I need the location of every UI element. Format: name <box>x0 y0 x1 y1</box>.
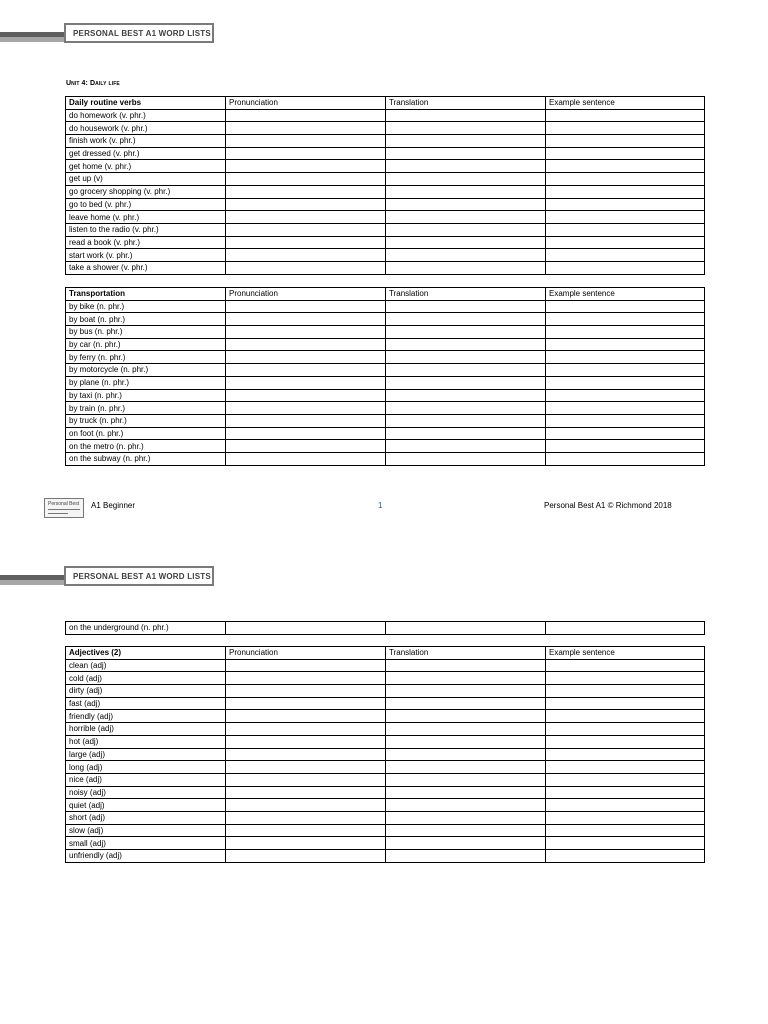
blank-cell[interactable] <box>226 672 386 685</box>
table-row <box>66 185 705 198</box>
table-row <box>66 326 705 339</box>
table-row <box>66 622 705 635</box>
blank-cell[interactable] <box>226 326 386 339</box>
blank-cell[interactable] <box>386 414 546 427</box>
table-row <box>66 440 705 453</box>
blank-cell[interactable] <box>546 402 705 415</box>
blank-cell[interactable] <box>386 109 546 122</box>
table-row <box>66 198 705 211</box>
blank-cell[interactable] <box>546 351 705 364</box>
table-row <box>66 364 705 377</box>
blank-cell[interactable] <box>386 748 546 761</box>
blank-cell[interactable] <box>386 198 546 211</box>
blank-cell[interactable] <box>226 147 386 160</box>
blank-cell[interactable] <box>386 402 546 415</box>
table-row <box>66 211 705 224</box>
blank-cell[interactable] <box>546 313 705 326</box>
blank-cell[interactable] <box>386 389 546 402</box>
column-header: Translation <box>386 288 546 301</box>
blank-cell[interactable] <box>546 799 705 812</box>
blank-cell[interactable] <box>226 249 386 262</box>
word-cell: clean (adj) <box>66 659 226 672</box>
blank-cell[interactable] <box>386 351 546 364</box>
blank-cell[interactable] <box>386 122 546 135</box>
table-row <box>66 223 705 236</box>
footer-level: A1 Beginner <box>91 501 136 510</box>
table-row <box>66 710 705 723</box>
blank-cell[interactable] <box>546 300 705 313</box>
column-header: Translation <box>386 647 546 660</box>
word-cell: quiet (adj) <box>66 799 226 812</box>
blank-cell[interactable] <box>386 173 546 186</box>
word-cell: by ferry (n. phr.) <box>66 351 226 364</box>
blank-cell[interactable] <box>546 211 705 224</box>
word-cell: get home (v. phr.) <box>66 160 226 173</box>
column-header: Example sentence <box>546 97 705 110</box>
blank-cell[interactable] <box>546 389 705 402</box>
blank-cell[interactable] <box>386 135 546 148</box>
header-title-box-page2 <box>64 566 214 586</box>
section-heading: Daily routine verbs <box>66 97 226 110</box>
blank-cell[interactable] <box>546 261 705 274</box>
column-header: Pronunciation <box>226 97 386 110</box>
blank-cell[interactable] <box>226 773 386 786</box>
table-row <box>66 147 705 160</box>
blank-cell[interactable] <box>386 364 546 377</box>
blank-cell[interactable] <box>226 338 386 351</box>
table-row <box>66 338 705 351</box>
word-cell: by bus (n. phr.) <box>66 326 226 339</box>
blank-cell[interactable] <box>546 811 705 824</box>
table-row <box>66 173 705 186</box>
blank-cell[interactable] <box>386 710 546 723</box>
table-header-row <box>66 288 705 301</box>
header-title: PERSONAL BEST A1 WORD LISTS <box>73 28 211 38</box>
header-title-box <box>64 23 214 43</box>
blank-cell[interactable] <box>546 326 705 339</box>
blank-cell[interactable] <box>226 786 386 799</box>
blank-cell[interactable] <box>226 236 386 249</box>
table-row <box>66 735 705 748</box>
word-cell: read a book (v. phr.) <box>66 236 226 249</box>
column-header: Pronunciation <box>226 288 386 301</box>
blank-cell[interactable] <box>386 799 546 812</box>
logo-text: Personal Best <box>48 501 80 507</box>
transportation-table <box>65 287 705 466</box>
blank-cell[interactable] <box>386 249 546 262</box>
blank-cell[interactable] <box>226 723 386 736</box>
blank-cell[interactable] <box>226 109 386 122</box>
blank-cell[interactable] <box>386 723 546 736</box>
blank-cell[interactable] <box>546 223 705 236</box>
word-cell: by bike (n. phr.) <box>66 300 226 313</box>
word-cell: cold (adj) <box>66 672 226 685</box>
blank-cell[interactable] <box>226 300 386 313</box>
blank-cell[interactable] <box>226 850 386 863</box>
word-cell: start work (v. phr.) <box>66 249 226 262</box>
unit-title: Unit 4: Daily life <box>66 80 120 87</box>
word-cell: on foot (n. phr.) <box>66 427 226 440</box>
table-header-row <box>66 647 705 660</box>
table-row <box>66 685 705 698</box>
blank-cell[interactable] <box>546 824 705 837</box>
blank-cell[interactable] <box>386 659 546 672</box>
table-row <box>66 249 705 262</box>
word-cell: unfriendly (adj) <box>66 850 226 863</box>
table-row <box>66 135 705 148</box>
blank-cell[interactable] <box>386 735 546 748</box>
table-row <box>66 402 705 415</box>
table-row <box>66 376 705 389</box>
blank-cell[interactable] <box>546 672 705 685</box>
blank-cell[interactable] <box>546 837 705 850</box>
word-cell: nice (adj) <box>66 773 226 786</box>
blank-cell[interactable] <box>546 185 705 198</box>
personal-best-logo <box>44 498 84 518</box>
blank-cell[interactable] <box>226 622 386 635</box>
blank-cell[interactable] <box>226 389 386 402</box>
table-row <box>66 799 705 812</box>
blank-cell[interactable] <box>386 672 546 685</box>
blank-cell[interactable] <box>386 261 546 274</box>
adjectives-table <box>65 646 705 863</box>
table-row <box>66 389 705 402</box>
word-cell: leave home (v. phr.) <box>66 211 226 224</box>
word-cell: on the subway (n. phr.) <box>66 452 226 465</box>
blank-cell[interactable] <box>226 211 386 224</box>
table-row <box>66 313 705 326</box>
table-row <box>66 697 705 710</box>
blank-cell[interactable] <box>226 351 386 364</box>
table-row <box>66 452 705 465</box>
blank-cell[interactable] <box>226 824 386 837</box>
word-cell: by train (n. phr.) <box>66 402 226 415</box>
word-cell: on the underground (n. phr.) <box>66 622 226 635</box>
blank-cell[interactable] <box>226 261 386 274</box>
blank-cell[interactable] <box>226 185 386 198</box>
table-row <box>66 761 705 774</box>
blank-cell[interactable] <box>546 135 705 148</box>
blank-cell[interactable] <box>226 122 386 135</box>
blank-cell[interactable] <box>386 786 546 799</box>
word-cell: by boat (n. phr.) <box>66 313 226 326</box>
blank-cell[interactable] <box>546 761 705 774</box>
blank-cell[interactable] <box>386 313 546 326</box>
blank-cell[interactable] <box>226 697 386 710</box>
blank-cell[interactable] <box>226 659 386 672</box>
blank-cell[interactable] <box>546 109 705 122</box>
word-cell: do homework (v. phr.) <box>66 109 226 122</box>
blank-cell[interactable] <box>386 622 546 635</box>
word-cell: large (adj) <box>66 748 226 761</box>
table-row <box>66 672 705 685</box>
word-cell: go to bed (v. phr.) <box>66 198 226 211</box>
blank-cell[interactable] <box>546 427 705 440</box>
word-cell: small (adj) <box>66 837 226 850</box>
blank-cell[interactable] <box>226 811 386 824</box>
table-row <box>66 427 705 440</box>
footer-page-number: 1 <box>378 501 383 510</box>
blank-cell[interactable] <box>226 364 386 377</box>
section-heading: Adjectives (2) <box>66 647 226 660</box>
blank-cell[interactable] <box>386 185 546 198</box>
table-row <box>66 300 705 313</box>
table-row <box>66 850 705 863</box>
table-row <box>66 723 705 736</box>
blank-cell[interactable] <box>386 761 546 774</box>
word-cell: listen to the radio (v. phr.) <box>66 223 226 236</box>
word-cell: get up (v) <box>66 173 226 186</box>
blank-cell[interactable] <box>226 735 386 748</box>
word-cell: by car (n. phr.) <box>66 338 226 351</box>
blank-cell[interactable] <box>546 659 705 672</box>
blank-cell[interactable] <box>546 697 705 710</box>
blank-cell[interactable] <box>226 313 386 326</box>
blank-cell[interactable] <box>226 799 386 812</box>
blank-cell[interactable] <box>386 697 546 710</box>
word-cell: finish work (v. phr.) <box>66 135 226 148</box>
blank-cell[interactable] <box>546 748 705 761</box>
word-cell: friendly (adj) <box>66 710 226 723</box>
blank-cell[interactable] <box>386 773 546 786</box>
blank-cell[interactable] <box>386 236 546 249</box>
blank-cell[interactable] <box>226 135 386 148</box>
blank-cell[interactable] <box>386 223 546 236</box>
blank-cell[interactable] <box>226 160 386 173</box>
table-row <box>66 659 705 672</box>
blank-cell[interactable] <box>226 710 386 723</box>
daily-routine-table <box>65 96 705 275</box>
blank-cell[interactable] <box>546 786 705 799</box>
blank-cell[interactable] <box>386 685 546 698</box>
blank-cell[interactable] <box>226 440 386 453</box>
blank-cell[interactable] <box>546 122 705 135</box>
table-row <box>66 773 705 786</box>
blank-cell[interactable] <box>386 338 546 351</box>
table-row <box>66 109 705 122</box>
column-header: Pronunciation <box>226 647 386 660</box>
blank-cell[interactable] <box>546 376 705 389</box>
blank-cell[interactable] <box>546 735 705 748</box>
blank-cell[interactable] <box>226 427 386 440</box>
blank-cell[interactable] <box>226 402 386 415</box>
blank-cell[interactable] <box>546 160 705 173</box>
blank-cell[interactable] <box>386 427 546 440</box>
word-cell: get dressed (v. phr.) <box>66 147 226 160</box>
column-header: Example sentence <box>546 647 705 660</box>
table-row <box>66 837 705 850</box>
table-row <box>66 786 705 799</box>
transportation-continued-table <box>65 621 705 635</box>
blank-cell[interactable] <box>386 837 546 850</box>
column-header: Translation <box>386 97 546 110</box>
blank-cell[interactable] <box>386 811 546 824</box>
blank-cell[interactable] <box>386 850 546 863</box>
word-cell: slow (adj) <box>66 824 226 837</box>
blank-cell[interactable] <box>546 173 705 186</box>
table-row <box>66 414 705 427</box>
table-row <box>66 122 705 135</box>
word-cell: do housework (v. phr.) <box>66 122 226 135</box>
word-cell: by plane (n. phr.) <box>66 376 226 389</box>
column-header: Example sentence <box>546 288 705 301</box>
header-title-page2: PERSONAL BEST A1 WORD LISTS <box>73 571 211 581</box>
blank-cell[interactable] <box>386 824 546 837</box>
table-row <box>66 811 705 824</box>
blank-cell[interactable] <box>226 376 386 389</box>
blank-cell[interactable] <box>386 300 546 313</box>
blank-cell[interactable] <box>386 147 546 160</box>
word-cell: noisy (adj) <box>66 786 226 799</box>
table-row <box>66 160 705 173</box>
table-header-row <box>66 97 705 110</box>
blank-cell[interactable] <box>226 685 386 698</box>
blank-cell[interactable] <box>546 414 705 427</box>
section-heading: Transportation <box>66 288 226 301</box>
word-cell: on the metro (n. phr.) <box>66 440 226 453</box>
blank-cell[interactable] <box>386 211 546 224</box>
word-cell: long (adj) <box>66 761 226 774</box>
blank-cell[interactable] <box>226 748 386 761</box>
word-cell: short (adj) <box>66 811 226 824</box>
table-row <box>66 748 705 761</box>
word-cell: fast (adj) <box>66 697 226 710</box>
blank-cell[interactable] <box>386 326 546 339</box>
blank-cell[interactable] <box>546 236 705 249</box>
blank-cell[interactable] <box>546 710 705 723</box>
blank-cell[interactable] <box>386 452 546 465</box>
blank-cell[interactable] <box>546 249 705 262</box>
table-row <box>66 261 705 274</box>
blank-cell[interactable] <box>226 761 386 774</box>
blank-cell[interactable] <box>546 147 705 160</box>
blank-cell[interactable] <box>546 723 705 736</box>
blank-cell[interactable] <box>546 338 705 351</box>
word-cell: by motorcycle (n. phr.) <box>66 364 226 377</box>
blank-cell[interactable] <box>226 223 386 236</box>
word-cell: by truck (n. phr.) <box>66 414 226 427</box>
blank-cell[interactable] <box>226 414 386 427</box>
blank-cell[interactable] <box>546 364 705 377</box>
word-cell: horrible (adj) <box>66 723 226 736</box>
word-cell: hot (adj) <box>66 735 226 748</box>
word-cell: by taxi (n. phr.) <box>66 389 226 402</box>
blank-cell[interactable] <box>546 685 705 698</box>
blank-cell[interactable] <box>546 773 705 786</box>
blank-cell[interactable] <box>386 440 546 453</box>
blank-cell[interactable] <box>226 452 386 465</box>
blank-cell[interactable] <box>546 452 705 465</box>
table-row <box>66 351 705 364</box>
table-row <box>66 824 705 837</box>
blank-cell[interactable] <box>226 837 386 850</box>
blank-cell[interactable] <box>226 198 386 211</box>
word-cell: take a shower (v. phr.) <box>66 261 226 274</box>
blank-cell[interactable] <box>546 198 705 211</box>
table-row <box>66 236 705 249</box>
blank-cell[interactable] <box>546 440 705 453</box>
blank-cell[interactable] <box>386 160 546 173</box>
word-cell: dirty (adj) <box>66 685 226 698</box>
blank-cell[interactable] <box>546 622 705 635</box>
footer-copyright: Personal Best A1 © Richmond 2018 <box>544 501 672 510</box>
blank-cell[interactable] <box>226 173 386 186</box>
blank-cell[interactable] <box>386 376 546 389</box>
blank-cell[interactable] <box>546 850 705 863</box>
word-cell: go grocery shopping (v. phr.) <box>66 185 226 198</box>
